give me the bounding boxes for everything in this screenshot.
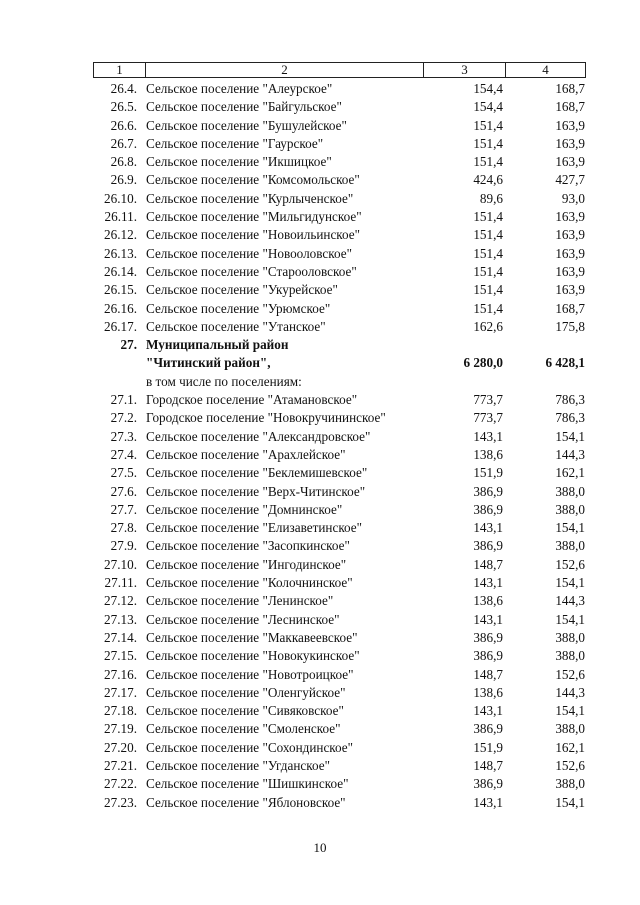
row-number: 27.19. xyxy=(104,721,137,737)
row-value-col3: 162,6 xyxy=(473,318,503,334)
row-value-col3: 143,1 xyxy=(473,428,503,444)
row-value-col4: 388,0 xyxy=(555,776,585,792)
row-value-col4: 163,9 xyxy=(555,245,585,261)
row-name: Сельское поселение "Новоильинское" xyxy=(146,227,361,243)
row-value-col3: 151,4 xyxy=(473,135,503,151)
row-value-col3: 151,9 xyxy=(473,465,503,481)
header-col-4: 4 xyxy=(542,62,549,77)
row-value-col4: 144,3 xyxy=(555,446,585,462)
row-number: 27.6. xyxy=(110,483,137,499)
table-row xyxy=(93,245,593,263)
row-value-col4: 388,0 xyxy=(555,483,585,499)
row-value-col4: 175,8 xyxy=(555,318,585,334)
page-number: 10 xyxy=(313,840,327,855)
table-row xyxy=(93,556,593,574)
row-value-col4: 154,1 xyxy=(555,794,585,810)
row-value-col4: 388,0 xyxy=(555,501,585,517)
row-value-col3: 424,6 xyxy=(473,172,503,188)
table-row xyxy=(93,739,593,757)
row-value-col3: 138,6 xyxy=(473,684,503,700)
table-row xyxy=(93,190,593,208)
header-col-3: 3 xyxy=(424,63,506,77)
table-row xyxy=(93,684,593,702)
row-value-col4: 163,9 xyxy=(555,154,585,170)
row-number: 27.8. xyxy=(110,520,137,536)
row-value-col3: 154,4 xyxy=(473,99,503,115)
row-number: 26.13. xyxy=(104,245,137,261)
row-number: 27. xyxy=(120,337,137,353)
row-name: Сельское поселение "Гаурское" xyxy=(146,135,324,151)
row-name: Сельское поселение "Смоленское" xyxy=(146,721,341,737)
row-name: Сельское поселение "Новотроицкое" xyxy=(146,666,354,682)
table-row xyxy=(93,354,593,372)
row-value-col4: 427,7 xyxy=(555,172,585,188)
row-value-col3: 151,4 xyxy=(473,209,503,225)
row-name: Сельское поселение "Курлыченское" xyxy=(146,190,354,206)
row-value-col4: 152,6 xyxy=(555,556,585,572)
row-number: 27.12. xyxy=(104,593,137,609)
table-row xyxy=(93,501,593,519)
row-name: Сельское поселение "Ленинское" xyxy=(146,593,334,609)
row-name: Сельское поселение "Засопкинское" xyxy=(146,538,350,554)
row-value-col4: 388,0 xyxy=(555,538,585,554)
table-row xyxy=(93,208,593,226)
table-row xyxy=(93,80,593,98)
row-value-col4: 163,9 xyxy=(555,263,585,279)
row-value-col4: 162,1 xyxy=(555,465,585,481)
row-name: Сельское поселение "Беклемишевское" xyxy=(146,465,368,481)
row-name: Городское поселение "Атамановское" xyxy=(146,392,358,408)
row-value-col3: 151,4 xyxy=(473,117,503,133)
row-value-col3: 151,4 xyxy=(473,245,503,261)
row-value-col3: 143,1 xyxy=(473,575,503,591)
row-value-col4: 163,9 xyxy=(555,135,585,151)
row-number: 27.1. xyxy=(110,392,137,408)
row-number: 27.4. xyxy=(110,446,137,462)
row-value-col3: 143,1 xyxy=(473,703,503,719)
row-value-col4: 168,7 xyxy=(555,99,585,115)
row-value-col3: 151,4 xyxy=(473,154,503,170)
row-value-col3: 148,7 xyxy=(473,757,503,773)
row-name: Сельское поселение "Елизаветинское" xyxy=(146,520,363,536)
row-number: 26.9. xyxy=(110,172,137,188)
row-value-col3: 143,1 xyxy=(473,794,503,810)
row-value-col3: 386,9 xyxy=(473,721,503,737)
row-name: Сельское поселение "Домнинское" xyxy=(146,501,343,517)
row-number: 26.7. xyxy=(110,135,137,151)
row-value-col4: 163,9 xyxy=(555,227,585,243)
row-name: Сельское поселение "Бушулейское" xyxy=(146,117,347,133)
row-value-col3: 151,4 xyxy=(473,263,503,279)
row-number: 26.15. xyxy=(104,282,137,298)
table-row xyxy=(93,153,593,171)
table-row xyxy=(93,592,593,610)
table-row xyxy=(93,537,593,555)
row-number: 26.16. xyxy=(104,300,137,316)
row-number: 27.14. xyxy=(104,629,137,645)
row-name: Сельское поселение "Леснинское" xyxy=(146,611,340,627)
row-number: 27.18. xyxy=(104,703,137,719)
table-row xyxy=(93,300,593,318)
row-value-col4: 168,7 xyxy=(555,81,585,96)
row-name: Сельское поселение "Урюмское" xyxy=(146,300,331,316)
table-row xyxy=(93,519,593,537)
table-row xyxy=(93,702,593,720)
row-name: Сельское поселение "Яблоновское" xyxy=(146,794,346,810)
row-name: Сельское поселение "Алеурское" xyxy=(146,81,333,96)
table-row xyxy=(93,263,593,281)
row-number: 26.17. xyxy=(104,318,137,334)
table-header-row xyxy=(93,62,586,78)
row-name: Сельское поселение "Арахлейское" xyxy=(146,446,346,462)
row-value-col4: 93,0 xyxy=(561,190,585,206)
row-value-col3: 154,4 xyxy=(473,81,503,96)
row-number: 27.3. xyxy=(110,428,137,444)
row-name: Сельское поселение "Байгульское" xyxy=(146,99,342,115)
row-value-col4: 388,0 xyxy=(555,629,585,645)
table-row xyxy=(93,647,593,665)
row-number: 26.10. xyxy=(104,190,137,206)
row-name: Сельское поселение "Ингодинское" xyxy=(146,556,347,572)
row-value-col4: 154,1 xyxy=(555,611,585,627)
row-value-col4: 152,6 xyxy=(555,666,585,682)
row-name: Сельское поселение "Комсомольское" xyxy=(146,172,360,188)
row-value-col3: 386,9 xyxy=(473,648,503,664)
row-value-col3: 138,6 xyxy=(473,446,503,462)
row-number: 27.13. xyxy=(104,611,137,627)
row-name: Сельское поселение "Маккавеевское" xyxy=(146,629,358,645)
row-value-col3: 138,6 xyxy=(473,593,503,609)
row-value-col4: 144,3 xyxy=(555,593,585,609)
table-row xyxy=(93,318,593,336)
row-name: Сельское поселение "Шишкинское" xyxy=(146,776,349,792)
row-value-col4: 163,9 xyxy=(555,117,585,133)
row-number: 27.20. xyxy=(104,739,137,755)
table-row xyxy=(93,629,593,647)
table-row xyxy=(93,409,593,427)
row-name: Сельское поселение "Колочнинское" xyxy=(146,575,353,591)
table-row xyxy=(93,574,593,592)
table-row xyxy=(93,391,593,409)
row-number: 27.5. xyxy=(110,465,137,481)
row-name: Городское поселение "Новокручининское" xyxy=(146,410,386,426)
row-value-col3: 151,4 xyxy=(473,282,503,298)
row-value-col4: 154,1 xyxy=(555,703,585,719)
row-name: Сельское поселение "Сохондинское" xyxy=(146,739,354,755)
row-value-col3: 151,4 xyxy=(473,227,503,243)
row-name: Сельское поселение "Икшицкое" xyxy=(146,154,332,170)
row-name: Сельское поселение "Новокукинское" xyxy=(146,648,360,664)
row-name: в том числе по поселениям: xyxy=(146,373,302,389)
row-value-col4: 168,7 xyxy=(555,300,585,316)
row-value-col4: 163,9 xyxy=(555,282,585,298)
row-name: Муниципальный район xyxy=(146,337,289,353)
row-value-col4: 152,6 xyxy=(555,757,585,773)
table-row xyxy=(93,98,593,116)
row-value-col3: 148,7 xyxy=(473,666,503,682)
row-value-col3: 151,4 xyxy=(473,300,503,316)
row-value-col3: 386,9 xyxy=(473,629,503,645)
table-row xyxy=(93,775,593,793)
row-number: 26.6. xyxy=(110,117,137,133)
table-row xyxy=(93,281,593,299)
row-value-col4: 6 428,1 xyxy=(545,355,585,371)
row-number: 27.15. xyxy=(104,648,137,664)
row-value-col4: 163,9 xyxy=(555,209,585,225)
row-number: 26.12. xyxy=(104,227,137,243)
table-row xyxy=(93,135,593,153)
row-value-col4: 162,1 xyxy=(555,739,585,755)
table-row xyxy=(93,464,593,482)
header-col-1: 1 xyxy=(94,63,146,77)
row-value-col4: 144,3 xyxy=(555,684,585,700)
row-name: Сельское поселение "Угданское" xyxy=(146,757,330,773)
row-value-col4: 388,0 xyxy=(555,721,585,737)
row-value-col3: 143,1 xyxy=(473,611,503,627)
row-value-col3: 773,7 xyxy=(473,410,503,426)
row-name: Сельское поселение "Утанское" xyxy=(146,318,326,334)
row-value-col3: 143,1 xyxy=(473,520,503,536)
row-value-col3: 151,9 xyxy=(473,739,503,755)
row-name: Сельское поселение "Укурейское" xyxy=(146,282,338,298)
row-name: Сельское поселение "Александровское" xyxy=(146,428,371,444)
row-value-col4: 388,0 xyxy=(555,648,585,664)
row-value-col3: 773,7 xyxy=(473,392,503,408)
row-number: 27.22. xyxy=(104,776,137,792)
table-row xyxy=(93,428,593,446)
row-number: 27.23. xyxy=(104,794,137,810)
row-number: 27.21. xyxy=(104,757,137,773)
row-value-col3: 89,6 xyxy=(479,190,503,206)
row-value-col4: 786,3 xyxy=(555,392,585,408)
row-number: 26.5. xyxy=(110,99,137,115)
table-body xyxy=(93,80,593,812)
table-row xyxy=(93,373,593,391)
row-name: Сельское поселение "Старооловское" xyxy=(146,263,357,279)
row-number: 26.14. xyxy=(104,263,137,279)
table-row xyxy=(93,446,593,464)
table-row xyxy=(93,226,593,244)
row-value-col4: 154,1 xyxy=(555,428,585,444)
row-number: 27.10. xyxy=(104,556,137,572)
table-row xyxy=(93,171,593,189)
row-number: 27.17. xyxy=(104,684,137,700)
row-value-col3: 386,9 xyxy=(473,776,503,792)
row-value-col3: 386,9 xyxy=(473,483,503,499)
table-row xyxy=(93,757,593,775)
row-number: 27.9. xyxy=(110,538,137,554)
table-row xyxy=(93,336,593,354)
row-value-col3: 148,7 xyxy=(473,556,503,572)
table-row xyxy=(93,794,593,812)
header-col-2: 2 xyxy=(146,63,424,77)
table-row xyxy=(93,666,593,684)
row-name: Сельское поселение "Новооловское" xyxy=(146,245,353,261)
row-value-col3: 6 280,0 xyxy=(463,355,503,371)
row-number: 27.16. xyxy=(104,666,137,682)
row-value-col4: 154,1 xyxy=(555,575,585,591)
table-row xyxy=(93,117,593,135)
row-number: 27.2. xyxy=(110,410,137,426)
row-name: Сельское поселение "Оленгуйское" xyxy=(146,684,346,700)
row-value-col4: 786,3 xyxy=(555,410,585,426)
row-name: Сельское поселение "Мильгидунское" xyxy=(146,209,362,225)
row-number: 26.11. xyxy=(104,209,137,225)
row-number: 27.7. xyxy=(110,501,137,517)
row-number: 26.8. xyxy=(110,154,137,170)
row-value-col3: 386,9 xyxy=(473,538,503,554)
row-name: Сельское поселение "Сивяковское" xyxy=(146,703,344,719)
row-value-col4: 154,1 xyxy=(555,520,585,536)
row-number: 27.11. xyxy=(104,575,137,591)
table-row xyxy=(93,483,593,501)
row-number: 26.4. xyxy=(110,81,137,96)
table-row xyxy=(93,611,593,629)
row-name: "Читинский район", xyxy=(146,355,271,371)
table-row xyxy=(93,720,593,738)
row-value-col3: 386,9 xyxy=(473,501,503,517)
row-name: Сельское поселение "Верх-Читинское" xyxy=(146,483,366,499)
